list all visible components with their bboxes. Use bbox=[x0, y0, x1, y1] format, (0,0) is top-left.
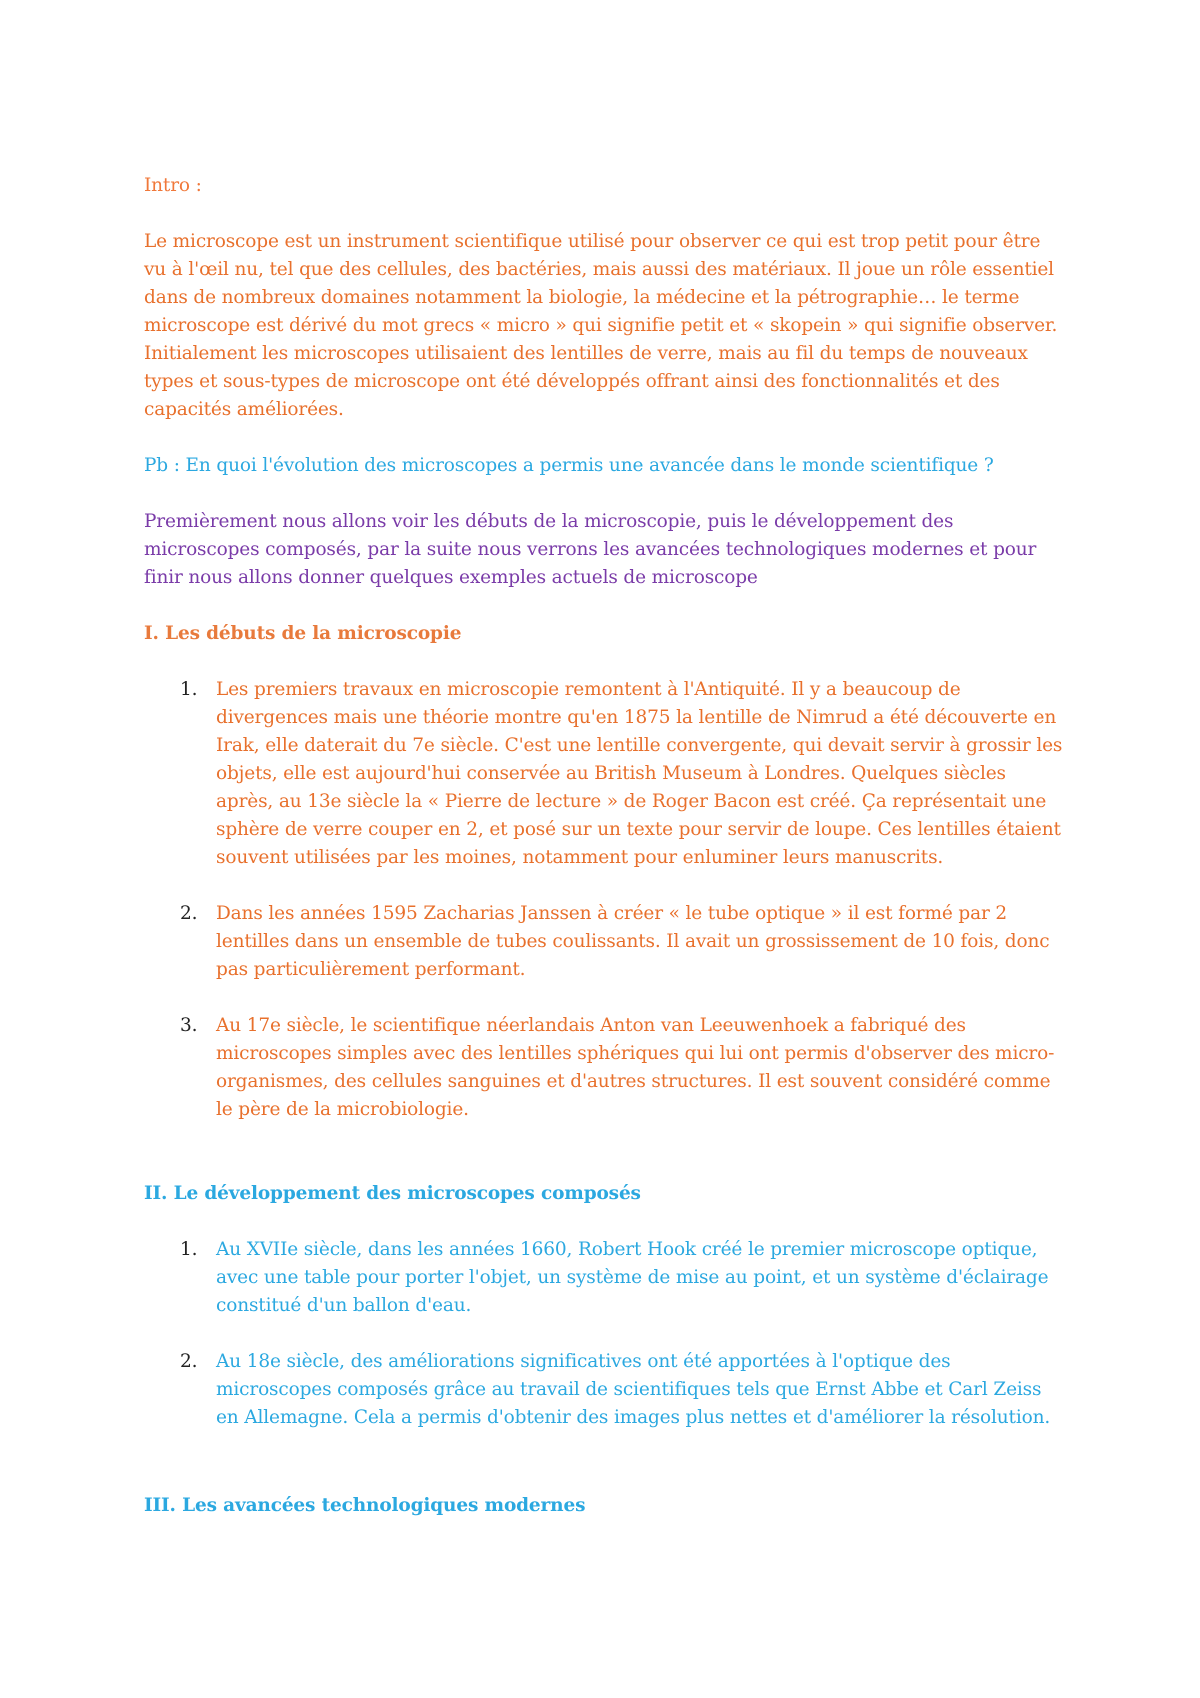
list-item-text: Dans les années 1595 Zacharias Janssen à créer « le tube optique » il est formé par 2 lentilles dans un ensemble de tubes coulissants. Il avait un grossissement de 10 fois, donc pas particulièrement performant. bbox=[216, 903, 1050, 980]
intro-paragraph: Le microscope est un instrument scientifique utilisé pour observer ce qui est trop petit pour être vu à l'œil nu, tel que des cellules, des bactéries, mais aussi des matériaux. Il joue un rôle essentiel dans de nombreux domaines notamment la biologie, la médecine et la pétrographie… le terme microscope est dérivé du mot grecs « micro » qui signifie petit et « skopein » qui signifie observer. Initialement les microscopes utilisaient des lentilles de verre, mais au fil du temps de nouveaux types et sous-types de microscope ont été développés offrant ainsi des fonctionnalités et des capacités améliorées. bbox=[144, 231, 1058, 420]
list-item-number: 1. bbox=[180, 1239, 198, 1260]
list-item-text: Au XVIIe siècle, dans les années 1660, Robert Hook créé le premier microscope optique, avec une table pour porter l'objet, un système de mise au point, et un système d'éclairage constitué d'un ballon d'eau. bbox=[216, 1239, 1049, 1316]
section-1-list bbox=[144, 676, 1064, 1152]
list-item-number: 1. bbox=[180, 679, 198, 700]
list-item-text: Au 18e siècle, des améliorations significatives ont été apportées à l'optique des microscopes composés grâce au travail de scientifiques tels que Ernst Abbe et Carl Zeiss en Allemagne. Cela a permis d'obtenir des images plus nettes et d'améliorer la résolution. bbox=[216, 1351, 1051, 1428]
section-2-list bbox=[144, 1236, 1064, 1460]
list-item bbox=[144, 1012, 1064, 1124]
list-item bbox=[144, 900, 1064, 984]
section-heading-2: II. Le développement des microscopes composés bbox=[144, 1183, 641, 1204]
section-heading-3: III. Les avancées technologiques modernes bbox=[144, 1495, 586, 1516]
list-item-text: Au 17e siècle, le scientifique néerlandais Anton van Leeuwenhoek a fabriqué des microscopes simples avec des lentilles sphériques qui lui ont permis d'observer des micro-organismes, des cellules sanguines et d'autres structures. Il est souvent considéré comme le père de la microbiologie. bbox=[216, 1015, 1055, 1120]
section-heading-1: I. Les débuts de la microscopie bbox=[144, 623, 462, 644]
list-item bbox=[144, 676, 1064, 872]
list-item-text: Les premiers travaux en microscopie remontent à l'Antiquité. Il y a beaucoup de divergences mais une théorie montre qu'en 1875 la lentille de Nimrud a été découverte en Irak, elle daterait du 7e siècle. C'est une lentille convergente, qui devait servir à grossir les objets, elle est aujourd'hui conservée au British Museum à Londres. Quelques siècles après, au 13e siècle la « Pierre de lecture » de Roger Bacon est créé. Ça représentait une sphère de verre couper en 2, et posé sur un texte pour servir de loupe. Ces lentilles étaient souvent utilisées par les moines, notamment pour enluminer leurs manuscrits. bbox=[216, 679, 1063, 868]
list-item-number: 3. bbox=[180, 1015, 198, 1036]
list-item-number: 2. bbox=[180, 903, 198, 924]
list-item bbox=[144, 1348, 1064, 1432]
list-item bbox=[144, 1236, 1064, 1320]
problem-statement: Pb : En quoi l'évolution des microscopes a permis une avancée dans le monde scientifique ? bbox=[144, 455, 994, 476]
plan-paragraph: Premièrement nous allons voir les débuts de la microscopie, puis le développement des microscopes composés, par la suite nous verrons les avancées technologiques modernes et pour finir nous allons donner quelques exemples actuels de microscope bbox=[144, 511, 1037, 588]
list-item-number: 2. bbox=[180, 1351, 198, 1372]
intro-heading: Intro : bbox=[144, 175, 202, 196]
